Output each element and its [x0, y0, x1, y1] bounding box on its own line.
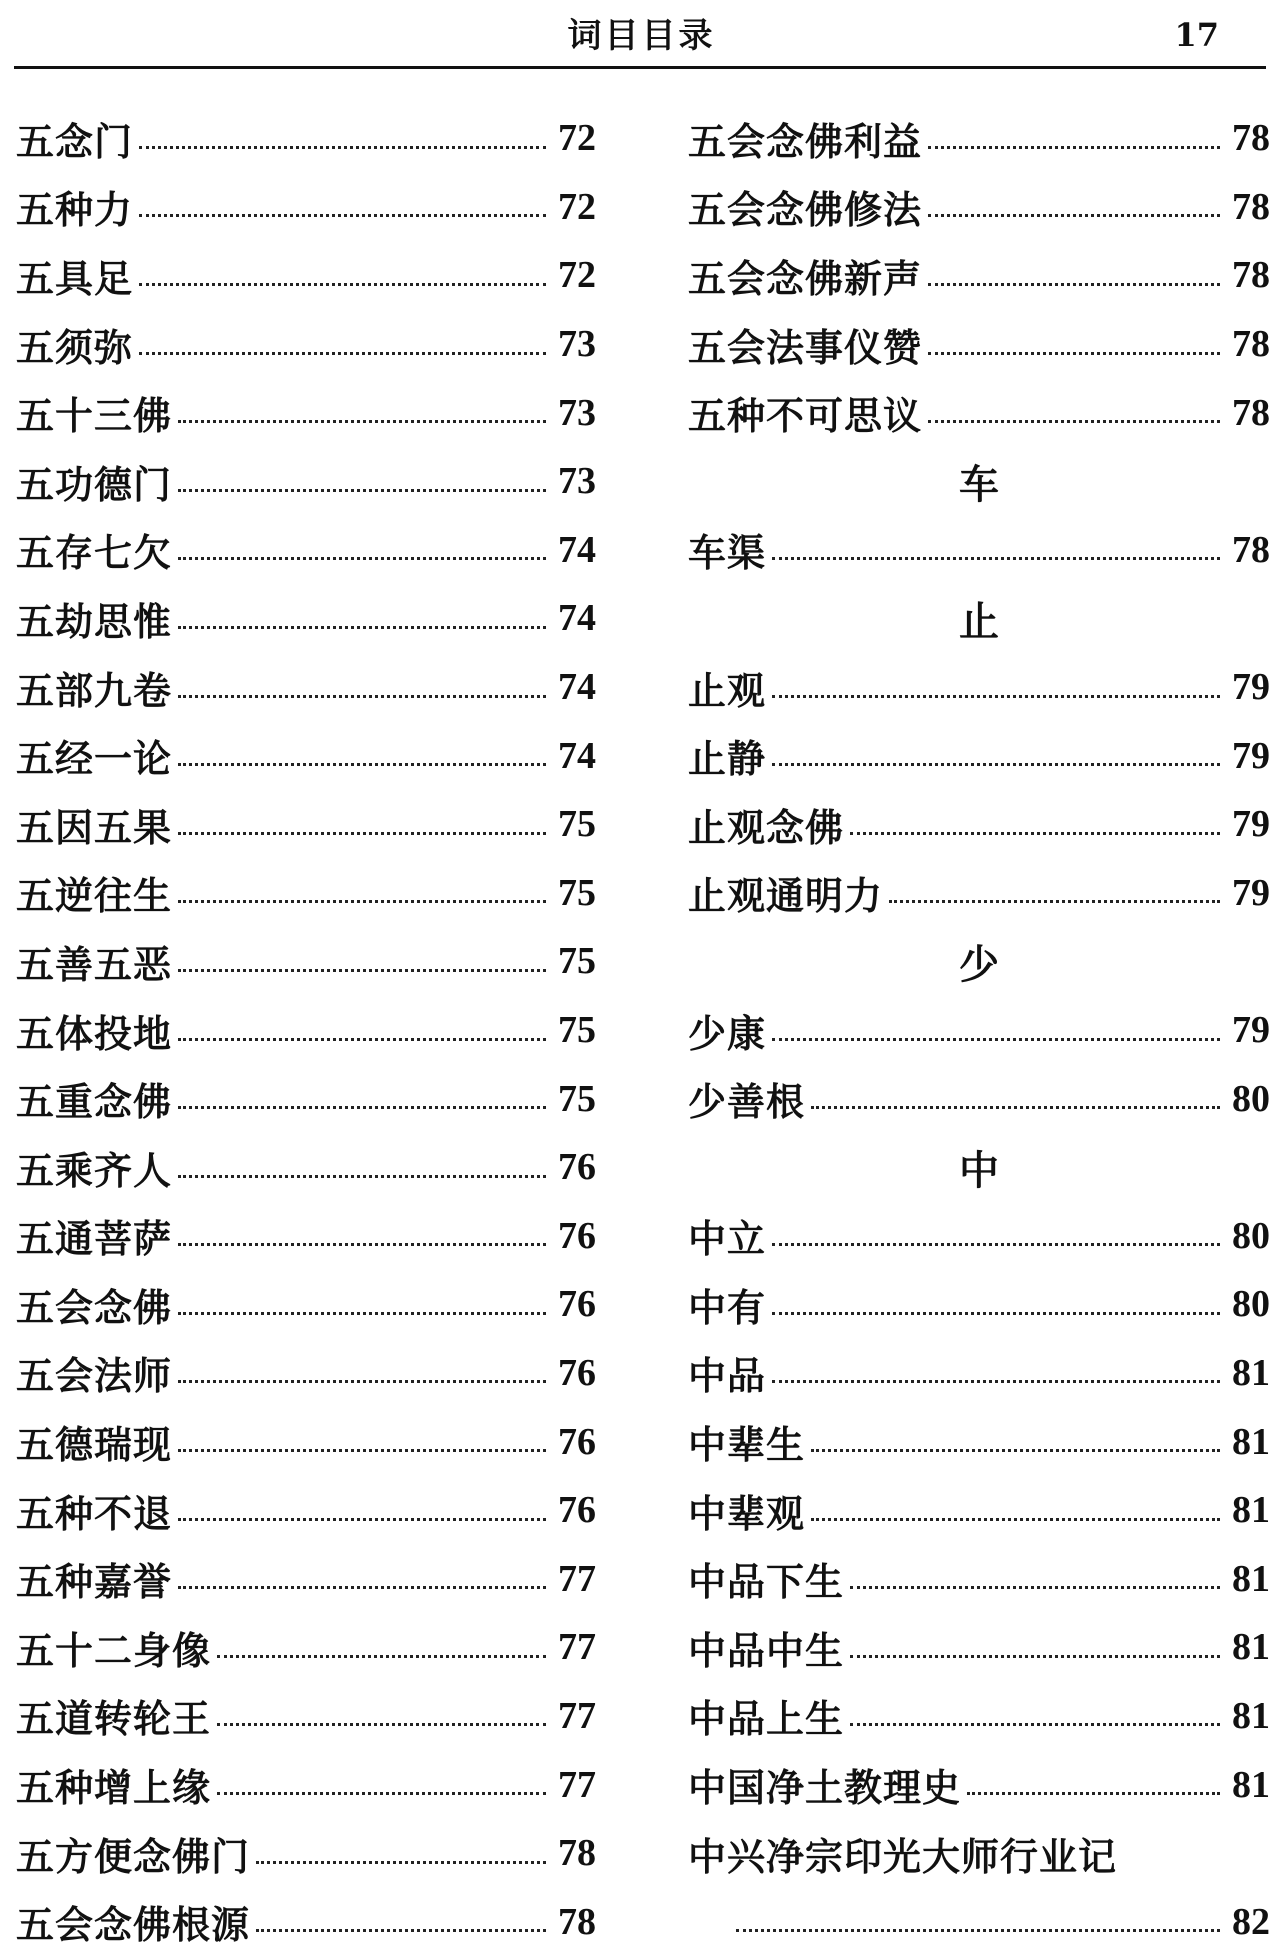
dot-leader: [139, 283, 546, 286]
index-entry: [16, 721, 596, 790]
entry-page-number: 79: [1232, 666, 1270, 709]
entry-term: 五具足: [16, 255, 134, 301]
index-entry: [16, 310, 596, 379]
index-entry: [16, 1202, 596, 1271]
entry-term: 中品下生: [688, 1559, 845, 1605]
dot-leader: [178, 557, 546, 560]
entry-page-number: 79: [1232, 803, 1270, 846]
left-column: [16, 104, 596, 1956]
dot-leader: [850, 1655, 1220, 1658]
entry-term: 五功德门: [16, 461, 173, 507]
index-entry: [16, 173, 596, 242]
dot-leader: [811, 1106, 1220, 1109]
entry-page-number: 74: [558, 528, 596, 571]
entry-page-number: 73: [558, 460, 596, 503]
entry-page-number: 77: [558, 1626, 596, 1669]
entry-page-number: 74: [558, 666, 596, 709]
entry-term: 五十三佛: [16, 393, 173, 439]
entry-page-number: 75: [558, 1009, 596, 1052]
section-heading: 止: [959, 597, 999, 645]
entry-term: 中辈观: [688, 1490, 806, 1536]
index-entry: [16, 584, 596, 653]
entry-term: 中国净土教理史: [688, 1765, 962, 1811]
dot-leader: [217, 1723, 546, 1726]
index-entry: [688, 104, 1270, 173]
index-entry: [16, 447, 596, 516]
index-entry: [688, 516, 1270, 585]
entry-page-number: 78: [1232, 254, 1270, 297]
index-entry: [16, 859, 596, 928]
index-entry: [688, 378, 1270, 447]
entry-page-number: 80: [1232, 1283, 1270, 1326]
dot-leader: [811, 1449, 1220, 1452]
index-entry: [16, 996, 596, 1065]
dot-leader: [139, 214, 546, 217]
index-entry: [688, 1064, 1270, 1133]
dot-leader: [178, 1518, 546, 1521]
entry-page-number: 78: [1232, 528, 1270, 571]
entry-term: 五会念佛新声: [688, 255, 923, 301]
entry-term: 五会法事仪赞: [688, 324, 923, 370]
index-entry: [688, 790, 1270, 859]
entry-term: 五乘齐人: [16, 1147, 173, 1193]
entry-page-number: 80: [1232, 1214, 1270, 1257]
entry-page-number: 77: [558, 1694, 596, 1737]
entry-page-number: 78: [1232, 391, 1270, 434]
index-entry: [16, 1819, 596, 1888]
dot-leader: [139, 352, 546, 355]
dot-leader: [178, 489, 546, 492]
index-entry: [688, 241, 1270, 310]
entry-page-number: 78: [1232, 323, 1270, 366]
index-entry: [688, 1476, 1270, 1545]
header-rule: [14, 66, 1266, 69]
index-entry: [688, 653, 1270, 722]
entry-term: 五种力: [16, 187, 134, 233]
dot-leader: [811, 1518, 1220, 1521]
dot-leader: [178, 832, 546, 835]
entry-page-number: 78: [558, 1900, 596, 1943]
index-entry-continued-leader: [688, 1887, 1270, 1956]
entry-term: 五逆往生: [16, 873, 173, 919]
entry-page-number: 77: [558, 1763, 596, 1806]
index-entry: [688, 1270, 1270, 1339]
dot-leader: [256, 1929, 546, 1932]
dot-leader: [178, 1586, 546, 1589]
entry-term: 五重念佛: [16, 1079, 173, 1125]
entry-term: 五会法师: [16, 1353, 173, 1399]
entry-page-number: 78: [558, 1832, 596, 1875]
dot-leader: [178, 969, 546, 972]
index-entry-continued: [688, 1819, 1270, 1888]
dot-leader: [217, 1792, 546, 1795]
page-header: [0, 0, 1283, 70]
index-entry: [688, 1682, 1270, 1751]
index-entry: [16, 1682, 596, 1751]
index-entry: [688, 1750, 1270, 1819]
index-entry: [16, 1476, 596, 1545]
entry-term: 五会念佛: [16, 1284, 173, 1330]
dot-leader: [217, 1655, 546, 1658]
entry-page-number: 79: [1232, 734, 1270, 777]
entry-page-number: 79: [1232, 871, 1270, 914]
dot-leader: [928, 420, 1220, 423]
entry-page-number: 75: [558, 871, 596, 914]
dot-leader: [772, 1380, 1220, 1383]
entry-term: 五部九卷: [16, 667, 173, 713]
entry-term: 五会念佛利益: [688, 118, 923, 164]
index-entry: [688, 1339, 1270, 1408]
entry-page-number: 72: [558, 185, 596, 228]
entry-term: 五种嘉誉: [16, 1559, 173, 1605]
index-entry: [16, 241, 596, 310]
dot-leader: [772, 1312, 1220, 1315]
entry-page-number: 75: [558, 1077, 596, 1120]
entry-term: 五十二身像: [16, 1627, 212, 1673]
page-number: 17: [1174, 16, 1219, 54]
entry-term: 止静: [688, 736, 767, 782]
entry-term: 五会念佛根源: [16, 1902, 251, 1948]
entry-page-number: 81: [1232, 1489, 1270, 1532]
dot-leader: [850, 1723, 1220, 1726]
entry-page-number: 82: [1232, 1900, 1270, 1943]
dot-leader: [928, 214, 1220, 217]
section-heading: 中: [959, 1146, 999, 1194]
index-entry: [16, 927, 596, 996]
entry-term: 车渠: [688, 530, 767, 576]
entry-page-number: 76: [558, 1214, 596, 1257]
dot-leader: [178, 763, 546, 766]
index-entry: [16, 378, 596, 447]
entry-term: 少善根: [688, 1079, 806, 1125]
entry-term: 五方便念佛门: [16, 1833, 251, 1879]
entry-term: 止观通明力: [688, 873, 884, 919]
index-entry: [688, 996, 1270, 1065]
right-column: [688, 104, 1270, 1956]
index-entry: [688, 1544, 1270, 1613]
index-entry: [16, 1339, 596, 1408]
section-heading: 少: [959, 940, 999, 988]
entry-page-number: 74: [558, 734, 596, 777]
entry-term: 五经一论: [16, 736, 173, 782]
dot-leader: [178, 1106, 546, 1109]
dot-leader: [178, 1175, 546, 1178]
entry-page-number: 81: [1232, 1694, 1270, 1737]
entry-page-number: 73: [558, 323, 596, 366]
dot-leader: [178, 420, 546, 423]
entry-term: 止观: [688, 667, 767, 713]
entry-term: 五道转轮王: [16, 1696, 212, 1742]
entry-page-number: 81: [1232, 1420, 1270, 1463]
index-entry: [16, 1270, 596, 1339]
entry-page-number: 74: [558, 597, 596, 640]
dot-leader: [736, 1929, 1220, 1932]
entry-page-number: 79: [1232, 1009, 1270, 1052]
entry-term: 五存七欠: [16, 530, 173, 576]
entry-page-number: 76: [558, 1420, 596, 1463]
entry-page-number: 76: [558, 1146, 596, 1189]
dot-leader: [928, 146, 1220, 149]
entry-term: 五种不退: [16, 1490, 173, 1536]
dot-leader: [256, 1861, 546, 1864]
entry-term: 中兴净宗印光大师行业记: [688, 1833, 1118, 1879]
dot-leader: [178, 1380, 546, 1383]
entry-term: 五劫思惟: [16, 598, 173, 644]
index-entry: [688, 859, 1270, 928]
entry-term: 少康: [688, 1010, 767, 1056]
entry-page-number: 78: [1232, 117, 1270, 160]
dot-leader: [772, 763, 1220, 766]
entry-page-number: 76: [558, 1283, 596, 1326]
entry-page-number: 76: [558, 1489, 596, 1532]
entry-term: 中辈生: [688, 1422, 806, 1468]
entry-term: 五善五恶: [16, 941, 173, 987]
dot-leader: [772, 1038, 1220, 1041]
index-entry: [16, 1133, 596, 1202]
dot-leader: [772, 1243, 1220, 1246]
index-entry: [16, 1064, 596, 1133]
entry-term: 中品上生: [688, 1696, 845, 1742]
entry-term: 五会念佛修法: [688, 187, 923, 233]
entry-page-number: 73: [558, 391, 596, 434]
index-entry: [688, 721, 1270, 790]
index-entry: [16, 104, 596, 173]
section-heading: 车: [959, 460, 999, 508]
index-entry: [16, 1613, 596, 1682]
entry-term: 五种增上缘: [16, 1765, 212, 1811]
index-entry: [16, 516, 596, 585]
dot-leader: [850, 1586, 1220, 1589]
entry-page-number: 80: [1232, 1077, 1270, 1120]
dot-leader: [967, 1792, 1220, 1795]
index-entry: [688, 310, 1270, 379]
index-entry: [688, 1202, 1270, 1271]
index-entry: [688, 173, 1270, 242]
dot-leader: [178, 1243, 546, 1246]
entry-term: 五种不可思议: [688, 393, 923, 439]
index-entry: [16, 790, 596, 859]
entry-term: 中有: [688, 1284, 767, 1330]
index-entry: [16, 1887, 596, 1956]
index-entry: [688, 1613, 1270, 1682]
dot-leader: [178, 1038, 546, 1041]
entry-page-number: 75: [558, 803, 596, 846]
index-entry: [16, 1407, 596, 1476]
entry-term: 五须弥: [16, 324, 134, 370]
dot-leader: [928, 283, 1220, 286]
entry-page-number: 78: [1232, 185, 1270, 228]
entry-page-number: 77: [558, 1557, 596, 1600]
index-entry: [16, 1544, 596, 1613]
entry-term: 五通菩萨: [16, 1216, 173, 1262]
dot-leader: [850, 832, 1220, 835]
entry-term: 五体投地: [16, 1010, 173, 1056]
entry-term: 中立: [688, 1216, 767, 1262]
dot-leader: [928, 352, 1220, 355]
dot-leader: [139, 146, 546, 149]
entry-term: 五因五果: [16, 804, 173, 850]
entry-term: 中品中生: [688, 1627, 845, 1673]
entry-term: 五念门: [16, 118, 134, 164]
dot-leader: [178, 695, 546, 698]
index-entry: [16, 1750, 596, 1819]
entry-term: 止观念佛: [688, 804, 845, 850]
index-entry: [688, 1407, 1270, 1476]
dot-leader: [178, 1449, 546, 1452]
entry-page-number: 81: [1232, 1626, 1270, 1669]
dot-leader: [772, 557, 1220, 560]
entry-page-number: 76: [558, 1351, 596, 1394]
entry-page-number: 81: [1232, 1763, 1270, 1806]
entry-page-number: 72: [558, 117, 596, 160]
page-title: 词目目录: [567, 16, 716, 56]
entry-page-number: 81: [1232, 1557, 1270, 1600]
dot-leader: [178, 1312, 546, 1315]
entry-page-number: 75: [558, 940, 596, 983]
entry-term: 五德瑞现: [16, 1422, 173, 1468]
dot-leader: [889, 900, 1220, 903]
entry-page-number: 72: [558, 254, 596, 297]
dot-leader: [178, 900, 546, 903]
dot-leader: [178, 626, 546, 629]
entry-page-number: 81: [1232, 1351, 1270, 1394]
entry-term: 中品: [688, 1353, 767, 1399]
index-entry: [16, 653, 596, 722]
dot-leader: [772, 695, 1220, 698]
